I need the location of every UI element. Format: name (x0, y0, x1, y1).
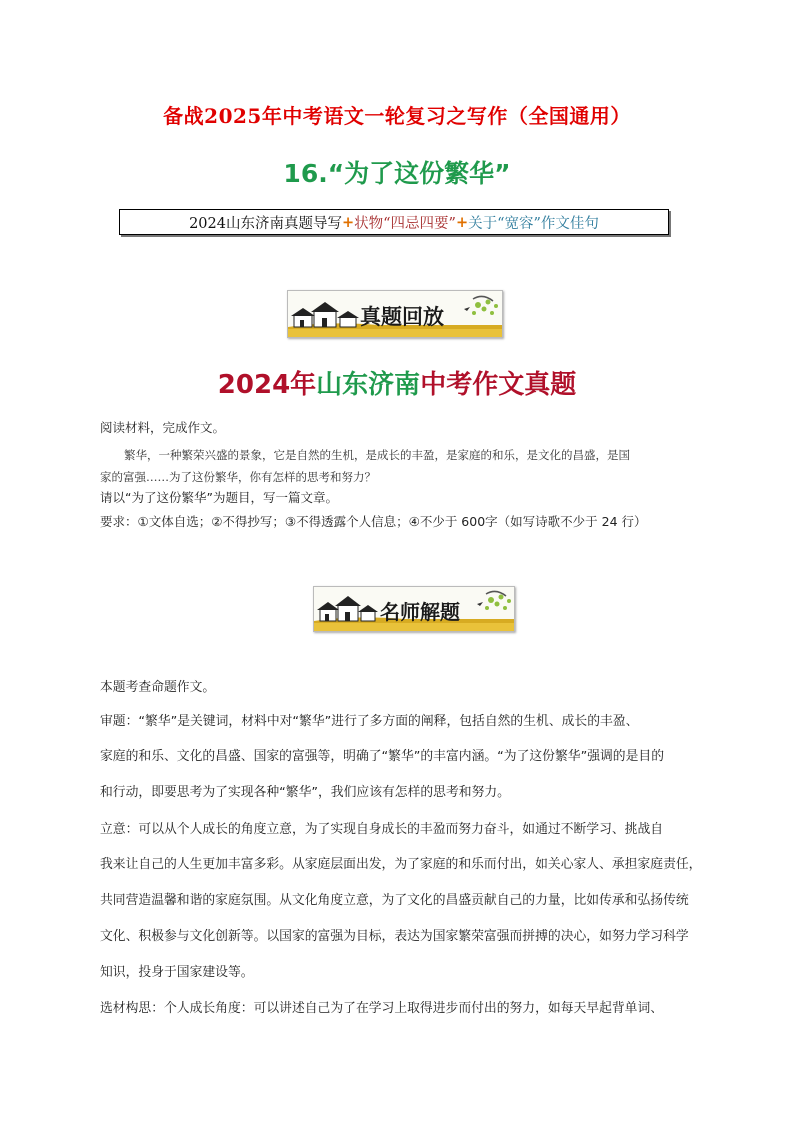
analysis-line-2: 审题：“繁华”是关键词，材料中对“繁华”进行了多方面的阐释，包括自然的生机、成长的丰盈、 (100, 714, 639, 729)
analysis-line-9: 知识，投身于国家建设等。 (100, 965, 254, 980)
analysis-line-1: 本题考查命题作文。 (100, 680, 216, 695)
guide-box (119, 209, 669, 235)
exam-title (0, 364, 794, 401)
analysis-line-3: 家庭的和乐、文化的昌盛、国家的富强等，明确了“繁华”的丰富内涵。“为了这份繁华”强调的是目的 (100, 749, 664, 764)
guide-part-3: 关于“宽容”作文佳句 (468, 215, 599, 232)
analysis-line-5: 立意：可以从个人成长的角度立意，为了实现自身成长的丰盈而努力奋斗，如通过不断学习、挑战自 (100, 822, 664, 837)
banner-analysis-label: 名师解题 (380, 600, 460, 624)
banner-analysis (313, 586, 515, 632)
material-intro: 阅读材料，完成作文。 (100, 420, 226, 435)
guide-plus-2: + (455, 213, 469, 231)
analysis-line-8: 文化、积极参与文化创新等。以国家的富强为目标，表达为国家繁荣富强而拼搏的决心，如努力学习科学 (100, 929, 689, 944)
material-quote-line-1: 繁华，一种繁荣兴盛的景象，它是自然的生机，是成长的丰盈，是家庭的和乐，是文化的昌盛，是国 (124, 448, 630, 462)
banner-real-exam-label: 真题回放 (360, 305, 444, 329)
guide-plus-1: + (341, 213, 355, 231)
material-quote-line-2: 家的富强……为了这份繁华，你有怎样的思考和努力？ (100, 470, 376, 484)
analysis-line-6: 我来让自己的人生更加丰富多彩。从家庭层面出发，为了家庭的和乐而付出，如关心家人、承担家庭责任， (100, 857, 702, 872)
analysis-line-7: 共同营造温馨和谐的家庭氛围。从文化角度立意，为了文化的昌盛贡献自己的力量，比如传承和弘扬传统 (100, 893, 689, 908)
exam-title-place: 山东济南 (316, 370, 421, 400)
banner-real-exam (287, 290, 503, 338)
exam-title-year: 2024年 (217, 370, 317, 400)
material-requirements: 要求：①文体自选；②不得抄写；③不得透露个人信息；④不少于 600字（如写诗歌不少于 24 行） (100, 514, 647, 529)
document-main-title: 备战2025年中考语文一轮复习之写作（全国通用） (163, 104, 631, 128)
guide-part-2: 状物“四忌四要” (354, 215, 456, 232)
document-sub-title: 16.“为了这份繁华” (283, 159, 511, 188)
analysis-line-4: 和行动，即要思考为了实现各种“繁华”，我们应该有怎样的思考和努力。 (100, 785, 510, 800)
guide-part-1: 2024山东济南真题导写 (189, 215, 342, 232)
material-task: 请以“为了这份繁华”为题目，写一篇文章。 (100, 490, 338, 505)
exam-title-rest: 中考作文真题 (420, 370, 577, 400)
analysis-line-10: 选材构思：个人成长角度：可以讲述自己为了在学习上取得进步而付出的努力，如每天早起背单词、 (100, 1001, 664, 1016)
